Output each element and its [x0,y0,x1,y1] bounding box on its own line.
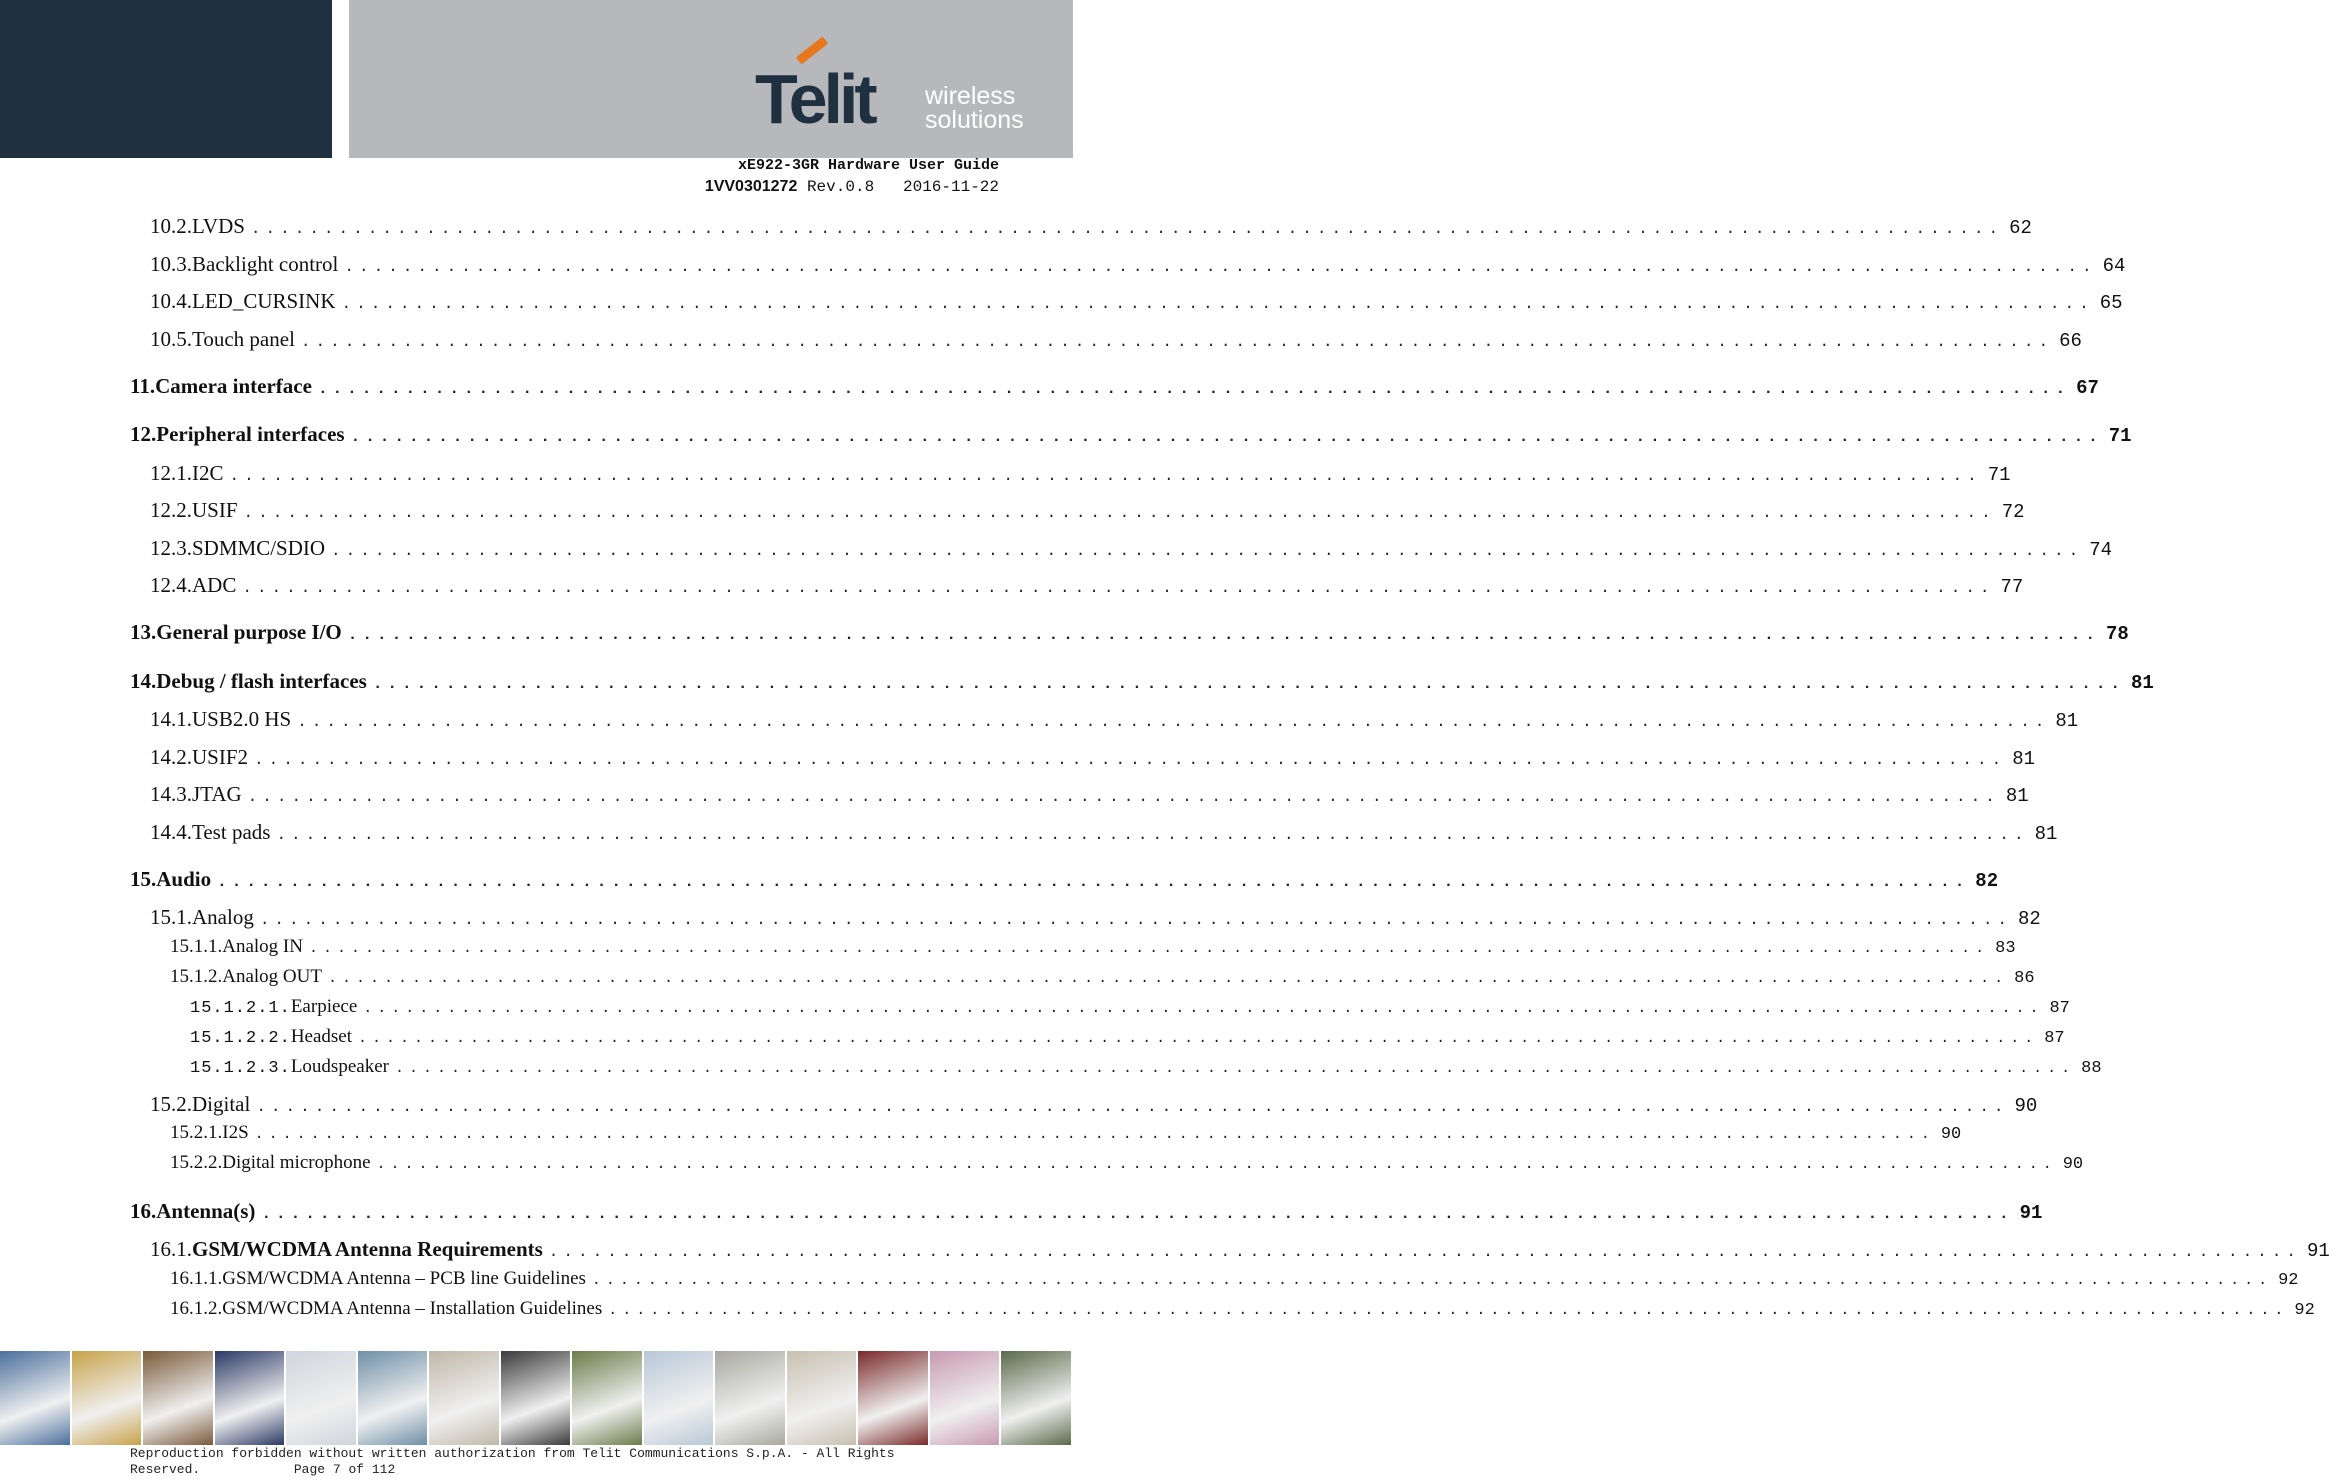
toc-entry-title: Antenna(s) [156,1199,256,1223]
toc-entry-page: 92 [2294,1301,2315,1320]
page-footer [130,1446,895,1478]
toc-entry-page: 81 [2005,785,2029,807]
photo-tile [858,1351,930,1445]
toc-entry-title: GSM/WCDMA Antenna Requirements [192,1237,543,1261]
toc-entry-title: Audio [156,867,212,891]
toc-entry-number: 14.3. [150,782,192,806]
toc-entry-title: Backlight control [192,252,339,276]
toc-entry[interactable] [150,905,2041,930]
toc-entry[interactable] [150,820,2058,845]
toc-entry-page: 91 [2019,1202,2043,1224]
toc-entry[interactable] [170,966,2035,988]
toc-entry-page: 91 [2306,1240,2330,1262]
toc-entry-number: 16.1. [150,1237,192,1261]
telit-logo [755,42,1045,142]
photo-tile [358,1351,430,1445]
toc-dot-leader: ........................................................................................................................ [229,467,1982,485]
toc-entry[interactable] [150,782,2029,807]
toc-dot-leader: ........................................................................................................................ [254,751,2007,769]
toc-entry-title: General purpose I/O [156,620,342,644]
toc-entry-title: JTAG [192,782,242,806]
toc-entry[interactable] [150,214,2032,239]
toc-dot-leader: ........................................................................................................................ [347,626,2100,644]
toc-entry-title: GSM/WCDMA Antenna – Installation Guidelines [222,1298,603,1319]
toc-dot-leader: ........................................................................................................................ [341,295,2094,313]
toc-entry-title: Digital microphone [222,1152,371,1173]
toc-entry[interactable] [130,422,2132,447]
toc-dot-leader: ........................................................................................................................ [591,1272,2273,1289]
toc-entry-number: 10.3. [150,252,192,276]
photo-tile [0,1351,72,1445]
photo-tile [1001,1351,1073,1445]
toc-dot-leader: ........................................................................................................................ [344,258,2097,276]
toc-dot-leader: ........................................................................................................................ [242,579,1995,597]
toc-entry-number: 12.2. [150,498,192,522]
toc-entry-title: Touch panel [192,327,295,351]
toc-entry[interactable] [190,996,2070,1018]
toc-dot-leader: ........................................................................................................................ [276,826,2029,844]
toc-entry-page: 87 [2044,1029,2065,1048]
revision-date: 2016-11-22 [902,178,999,196]
toc-entry-title: ADC [192,573,237,597]
photo-tile [501,1351,573,1445]
photo-tile [72,1351,144,1445]
toc-dot-leader: ........................................................................................................................ [247,788,2000,806]
toc-entry[interactable] [170,1122,1962,1144]
toc-entry-number: 11. [130,374,156,398]
toc-dot-leader: ........................................................................................................................ [254,1126,1935,1143]
toc-entry-title: I2S [222,1122,249,1143]
toc-dot-leader: ........................................................................................................................ [317,380,2071,398]
toc-entry[interactable] [150,289,2123,314]
toc-entry-number: 14.1. [150,707,192,731]
toc-entry-number: 15.1.2.1. [190,999,291,1018]
footer-copyright: Reproduction forbidden without written authorization from Telit Communications S.p.A. - All Rights [130,1446,895,1461]
toc-dot-leader: ........................................................................................................................ [327,970,2009,987]
toc-entry[interactable] [150,327,2082,352]
toc-entry[interactable] [170,1298,2315,1320]
toc-entry-page: 71 [1987,464,2011,486]
toc-entry-title: GSM/WCDMA Antenna – PCB line Guidelines [222,1268,586,1289]
toc-entry-page: 77 [2000,576,2024,598]
toc-dot-leader: ........................................................................................................................ [376,1156,2057,1173]
photo-tile [644,1351,716,1445]
toc-entry-number: 14. [130,669,157,693]
toc-entry[interactable] [150,498,2025,523]
toc-entry[interactable] [150,536,2113,561]
toc-entry-number: 14.2. [150,745,192,769]
toc-entry[interactable] [150,1092,2038,1117]
toc-entry-title: Headset [290,1026,353,1047]
toc-dot-leader: ........................................................................................................................ [363,1000,2044,1017]
page-number: Page 7 of 112 [293,1462,396,1477]
revision-label: Rev.0.8 [806,178,875,196]
photo-tile [215,1351,287,1445]
toc-dot-leader: ........................................................................................................................ [350,428,2103,446]
toc-entry-title: Earpiece [290,996,358,1017]
toc-dot-leader: ........................................................................................................................ [259,911,2013,929]
toc-entry-number: 16. [130,1199,157,1223]
toc-dot-leader: ........................................................................................................................ [261,1205,2014,1223]
document-title: xE922-3GR Hardware User Guide [737,157,999,174]
toc-entry-page: 71 [2108,425,2132,447]
toc-dot-leader: ........................................................................................................................ [300,333,2054,351]
toc-entry[interactable] [150,461,2011,486]
toc-dot-leader: ........................................................................................................................ [372,675,2126,693]
toc-entry-title: Analog OUT [222,966,322,987]
toc-dot-leader: ........................................................................................................................ [394,1060,2076,1077]
toc-entry[interactable] [150,573,2024,598]
document-revision [705,178,999,196]
toc-entry-page: 92 [2278,1271,2299,1290]
toc-dot-leader: ........................................................................................................................ [308,940,1990,957]
photo-tile [143,1351,215,1445]
toc-entry-number: 15.2.2. [170,1152,223,1173]
toc-entry-number: 13. [130,620,157,644]
photo-tile [572,1351,644,1445]
toc-entry-page: 82 [2018,908,2041,930]
toc-entry-number: 15. [130,867,157,891]
toc-entry-page: 90 [2062,1155,2084,1174]
document-id: 1VV0301272 [704,178,798,195]
toc-entry-title: Loudspeaker [290,1056,389,1077]
toc-dot-leader: ........................................................................................................................ [256,1098,2009,1116]
toc-entry[interactable] [130,374,2099,399]
toc-entry[interactable] [190,1056,2102,1078]
toc-entry-page: 81 [2131,672,2154,694]
toc-entry[interactable] [150,252,2126,277]
toc-entry-number: 12.1. [150,461,192,485]
toc-entry-page: 62 [2009,217,2032,239]
toc-entry-page: 81 [2012,748,2036,770]
photo-tile [429,1351,501,1445]
toc-entry-page: 81 [2055,710,2079,732]
toc-entry[interactable] [150,1237,2330,1262]
toc-entry[interactable] [190,1026,2065,1048]
toc-entry-title: Analog IN [222,936,303,957]
toc-dot-leader: ........................................................................................................................ [243,504,1996,522]
toc-entry-title: USIF [192,498,238,522]
toc-entry-title: LVDS [192,214,245,238]
toc-entry-page: 90 [2014,1095,2038,1117]
toc-entry-page: 87 [2049,999,2070,1018]
toc-entry[interactable] [130,1199,2043,1224]
photo-strip [0,1351,1073,1445]
toc-entry-title: USIF2 [192,745,249,769]
toc-entry-number: 10.2. [150,214,192,238]
toc-entry-number: 15.2. [150,1092,192,1116]
toc-entry-page: 66 [2059,330,2082,352]
toc-entry-page: 90 [1940,1125,1962,1144]
toc-entry-title: Debug / flash interfaces [156,669,367,693]
toc-entry-page: 82 [1975,870,1999,892]
footer-reserved: Reserved. [130,1462,201,1477]
toc-entry-page: 78 [2105,623,2129,645]
toc-entry-page: 81 [2034,823,2058,845]
toc-entry-number: 14.4. [150,820,192,844]
toc-entry-title: SDMMC/SDIO [192,536,326,560]
toc-entry-page: 83 [1995,939,2016,958]
toc-dot-leader: ........................................................................................................................ [331,542,2084,560]
toc-entry-title: Analog [192,905,254,929]
logo-tagline: wireless solutions [925,82,1024,134]
toc-entry-title: LED_CURSINK [192,289,336,313]
toc-entry[interactable] [130,669,2154,694]
photo-tile [286,1351,358,1445]
toc-entry[interactable] [170,936,2016,958]
toc-entry-page: 88 [2081,1059,2102,1078]
photo-tile [930,1351,1002,1445]
toc-entry-title: Digital [192,1092,251,1116]
toc-entry-page: 86 [2014,969,2035,988]
toc-entry-number: 15.1.2.3. [190,1059,291,1078]
toc-entry-page: 64 [2102,255,2126,277]
toc-entry-number: 15.1.2.2. [190,1029,291,1048]
toc-entry[interactable] [130,620,2129,645]
toc-dot-leader: ........................................................................................................................ [250,220,2004,238]
toc-entry-title: Test pads [192,820,271,844]
toc-entry-page: 74 [2089,539,2113,561]
toc-entry-number: 15.2.1. [170,1122,223,1143]
toc-entry[interactable] [150,745,2036,770]
toc-entry[interactable] [130,867,1999,892]
toc-entry-page: 65 [2099,292,2123,314]
toc-entry-page: 67 [2076,377,2099,399]
toc-entry-number: 12.3. [150,536,192,560]
toc-entry[interactable] [170,1268,2299,1290]
toc-entry-number: 16.1.1. [170,1268,223,1289]
toc-entry-number: 15.1.2. [170,966,223,987]
toc-dot-leader: ........................................................................................................................ [297,713,2050,731]
toc-entry-number: 10.4. [150,289,192,313]
toc-entry-number: 15.1. [150,905,192,929]
toc-entry-title: Camera interface [155,374,312,398]
toc-entry[interactable] [170,1152,2084,1174]
logo-wordmark: Telit [755,60,874,138]
photo-tile [787,1351,859,1445]
toc-entry-number: 16.1.2. [170,1298,223,1319]
toc-entry[interactable] [150,707,2079,732]
toc-entry-number: 12. [130,422,157,446]
toc-entry-number: 15.1.1. [170,936,223,957]
toc-entry-number: 10.5. [150,327,192,351]
toc-dot-leader: ........................................................................................................................ [608,1302,2289,1319]
toc-entry-page: 72 [2001,501,2025,523]
toc-dot-leader: ........................................................................................................................ [358,1030,2039,1047]
header-dark-panel [0,0,332,158]
toc-dot-leader: ........................................................................................................................ [217,873,1970,891]
photo-tile [715,1351,787,1445]
toc-entry-title: I2C [192,461,224,485]
toc-entry-number: 12.4. [150,573,192,597]
toc-entry-title: USB2.0 HS [192,707,292,731]
toc-dot-leader: ........................................................................................................................ [548,1243,2301,1261]
toc-entry-title: Peripheral interfaces [156,422,345,446]
